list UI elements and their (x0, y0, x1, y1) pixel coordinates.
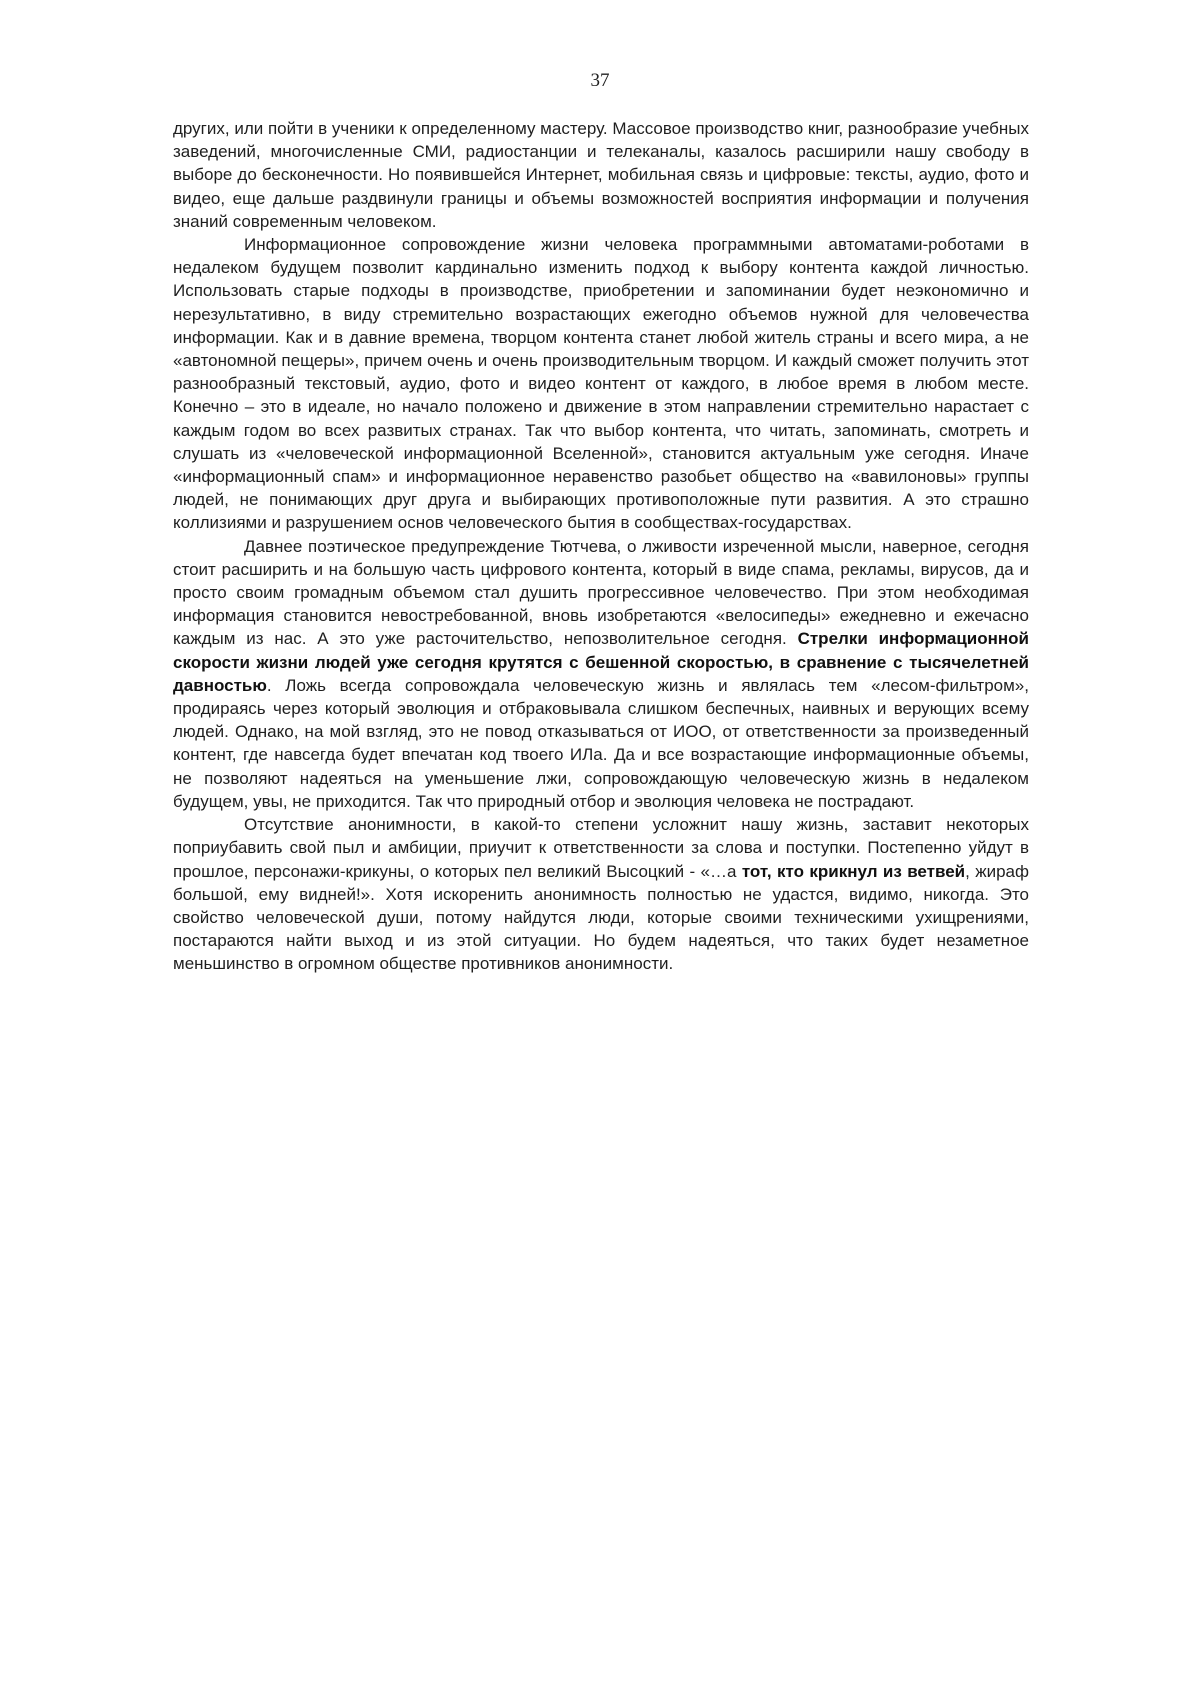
paragraph-3 (173, 535, 1029, 813)
paragraph-2: Информационное сопровождение жизни человека программными автоматами-роботами в недалеком будущем позволит кардинально изменить подход к выбору контента каждой личностью. Использовать старые подходы в производстве, приобретении и запоминании будет неэкономично и нерезультативно, в виду стремительно возрастающих ежегодно объемов нужной для человечества информации. Как и в давние времена, творцом контента станет любой житель страны и всего мира, а не «автономной пещеры», причем очень и очень производительным творцом. И каждый сможет получить этот разнообразный текстовый, аудио, фото и видео контент от каждого, в любое время в любом месте. Конечно – это в идеале, но начало положено и движение в этом направлении стремительно нарастает с каждым годом во всех развитых странах. Так что выбор контента, что читать, запоминать, смотреть и слушать из «человеческой информационной Вселенной», становится актуальным уже сегодня. Иначе «информационный спам» и информационное неравенство разобьет общество на «вавилоновы» группы людей, не понимающих друг друга и выбирающих противоположные пути развития. А это страшно коллизиями и разрушением основ человеческого бытия в сообществах-государствах. (173, 235, 1029, 533)
paragraph-4-text-end: , жираф большой, ему видней!». Хотя искоренить анонимность полностью не удастся, видимо, никогда. Это свойство человеческой души, потому найдутся люди, которые своими техническими ухищрениями, постараются найти выход и из этой ситуации. Но будем надеяться, что таких будет незаметное меньшинство в огромном обществе противников анонимности. (173, 861, 1029, 974)
paragraph-3-bold-emphasis: Стрелки информационной скорости жизни людей уже сегодня крутятся с бешенной скоростью, в сравнение с тысячелетней давностью (173, 629, 1029, 695)
paragraph-1: других, или пойти в ученики к определенному мастеру. Массовое производство книг, разнообразие учебных заведений, многочисленные СМИ, радиостанции и телеканалы, казалось расширили нашу свободу в выборе до бесконечности. Но появившейся Интернет, мобильная связь и цифровые: тексты, аудио, фото и видео, еще дальше раздвинули границы и объемы возможностей восприятия информации и получения знаний современным человеком. (173, 119, 1029, 231)
page-number: 37 (590, 70, 610, 91)
paragraph-3-text-start: Давнее поэтическое предупреждение Тютчева, о лживости изреченной мысли, наверное, сегодня стоит расширить и на большую часть цифрового контента, который в виде спама, рекламы, вирусов, да и просто своим громадным объемом стал душить прогрессивное человечество. При этом необходимая информация становится невостребованной, вновь изобретаются «велосипеды» ежедневно и ежечасно каждым из нас. А это уже расточительство, непозволительное сегодня. (173, 536, 1029, 649)
paragraph-4-text-start: Отсутствие анонимности, в какой-то степени усложнит нашу жизнь, заставит некоторых поприубавить свой пыл и амбиции, приучит к ответственности за слова и поступки. Постепенно уйдут в прошлое, персонажи-крикуны, о которых пел великий Высоцкий - «…а (173, 815, 1029, 881)
paragraph-4-bold-quote: тот, кто крикнул из ветвей (741, 861, 966, 881)
document-body (173, 117, 1029, 976)
paragraph-4 (173, 813, 1029, 975)
paragraph-3-text-end: . Ложь всегда сопровождала человеческую жизнь и являлась тем «лесом-фильтром», продираясь через который эволюция и отбраковывала слишком беспечных, наивных и верующих всему людей. Однако, на мой взгляд, это не повод отказываться от ИОО, от ответственности за произведенный контент, где навсегда будет впечатан код твоего ИЛа. Да и все возрастающие информационные объемы, не позволяют надеяться на уменьшение лжи, сопровождающую человеческую жизнь в недалеком будущем, увы, не приходится. Так что природный отбор и эволюция человека не пострадают. (173, 675, 1029, 811)
